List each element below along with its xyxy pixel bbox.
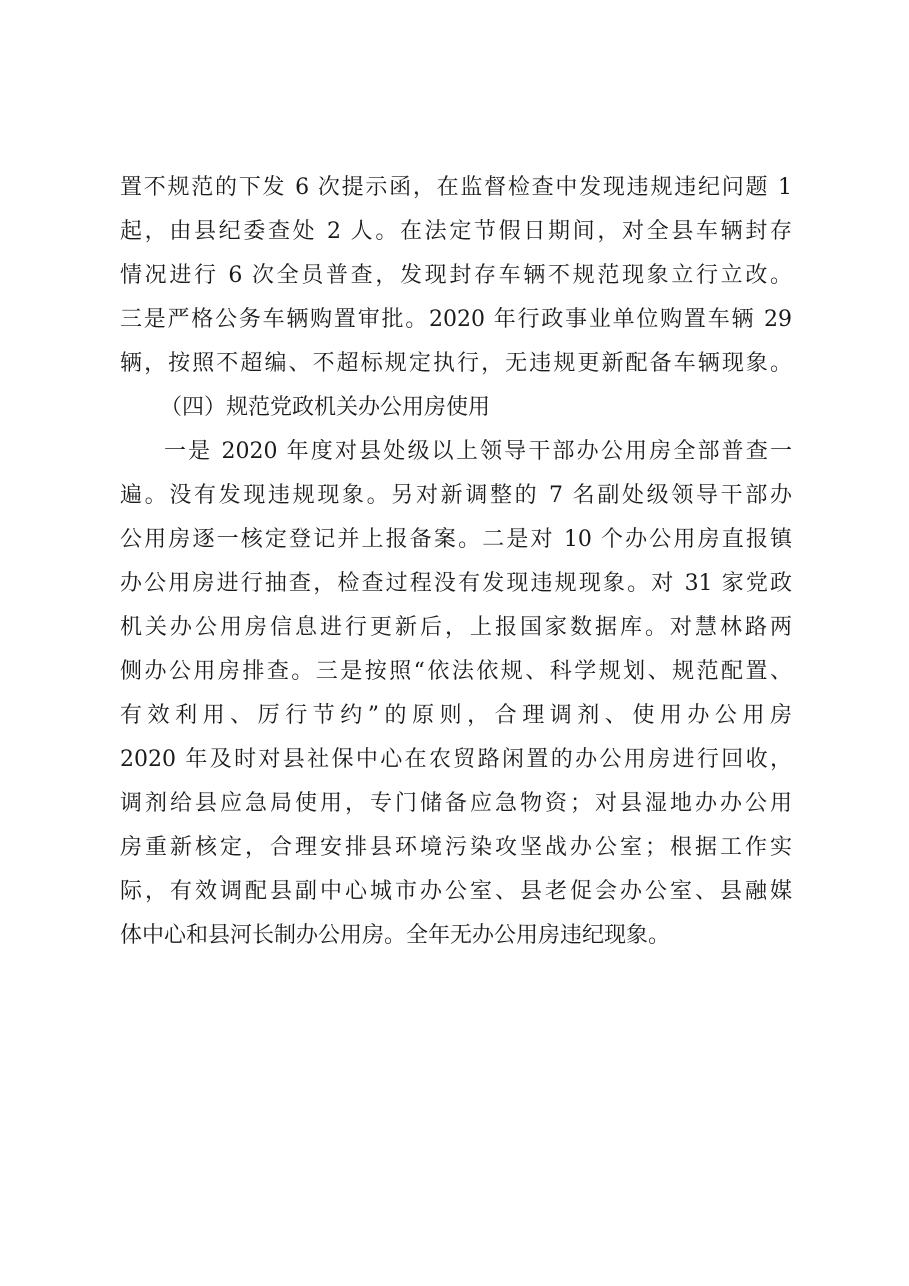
paragraph-line: 侧办公用房排查。三是按照“依法依规、科学规划、规范配置、: [120, 659, 792, 684]
paragraph-line: 体中心和县河长制办公用房。全年无办公用房违纪现象。: [120, 923, 671, 948]
paragraph-line: 起，由县纪委查处 2 人。在法定节假日期间，对全县车辆封存: [120, 219, 792, 244]
paragraph-line: 2020 年及时对县社保中心在农贸路闲置的办公用房进行回收，: [120, 747, 792, 772]
paragraph-line: 有效利用、厉行节约”的原则，合理调剂、使用办公用房: [120, 703, 792, 728]
paragraph-line: 一是 2020 年度对县处级以上领导干部办公用房全部普查一: [164, 439, 792, 464]
paragraph-line: 公用房逐一核定登记并上报备案。二是对 10 个办公用房直报镇: [120, 527, 792, 552]
document-body: [120, 166, 792, 958]
paragraph-line: 情况进行 6 次全员普查，发现封存车辆不规范现象立行立改。: [120, 263, 792, 288]
paragraph-line: 三是严格公务车辆购置审批。2020 年行政事业单位购置车辆 29: [120, 307, 792, 332]
paragraph-line: 辆，按照不超编、不超标规定执行，无违规更新配备车辆现象。: [120, 351, 792, 376]
paragraph-line: 房重新核定，合理安排县环境污染攻坚战办公室；根据工作实: [120, 835, 792, 860]
paragraph-vehicle-management: [120, 166, 792, 386]
paragraph-line: 置不规范的下发 6 次提示函，在监督检查中发现违规违纪问题 1: [120, 175, 792, 200]
paragraph-line: 际，有效调配县副中心城市办公室、县老促会办公室、县融媒: [120, 879, 792, 904]
paragraph-office-space: [120, 430, 792, 958]
paragraph-line: 机关办公用房信息进行更新后，上报国家数据库。对慧林路两: [120, 615, 792, 640]
paragraph-line: 调剂给县应急局使用，专门储备应急物资；对县湿地办办公用: [120, 791, 792, 816]
paragraph-line: 办公用房进行抽查，检查过程没有发现违规现象。对 31 家党政: [120, 571, 792, 596]
paragraph-line: 遍。没有发现违规现象。另对新调整的 7 名副处级领导干部办: [120, 483, 792, 508]
section-heading: （四）规范党政机关办公用房使用: [160, 395, 491, 420]
